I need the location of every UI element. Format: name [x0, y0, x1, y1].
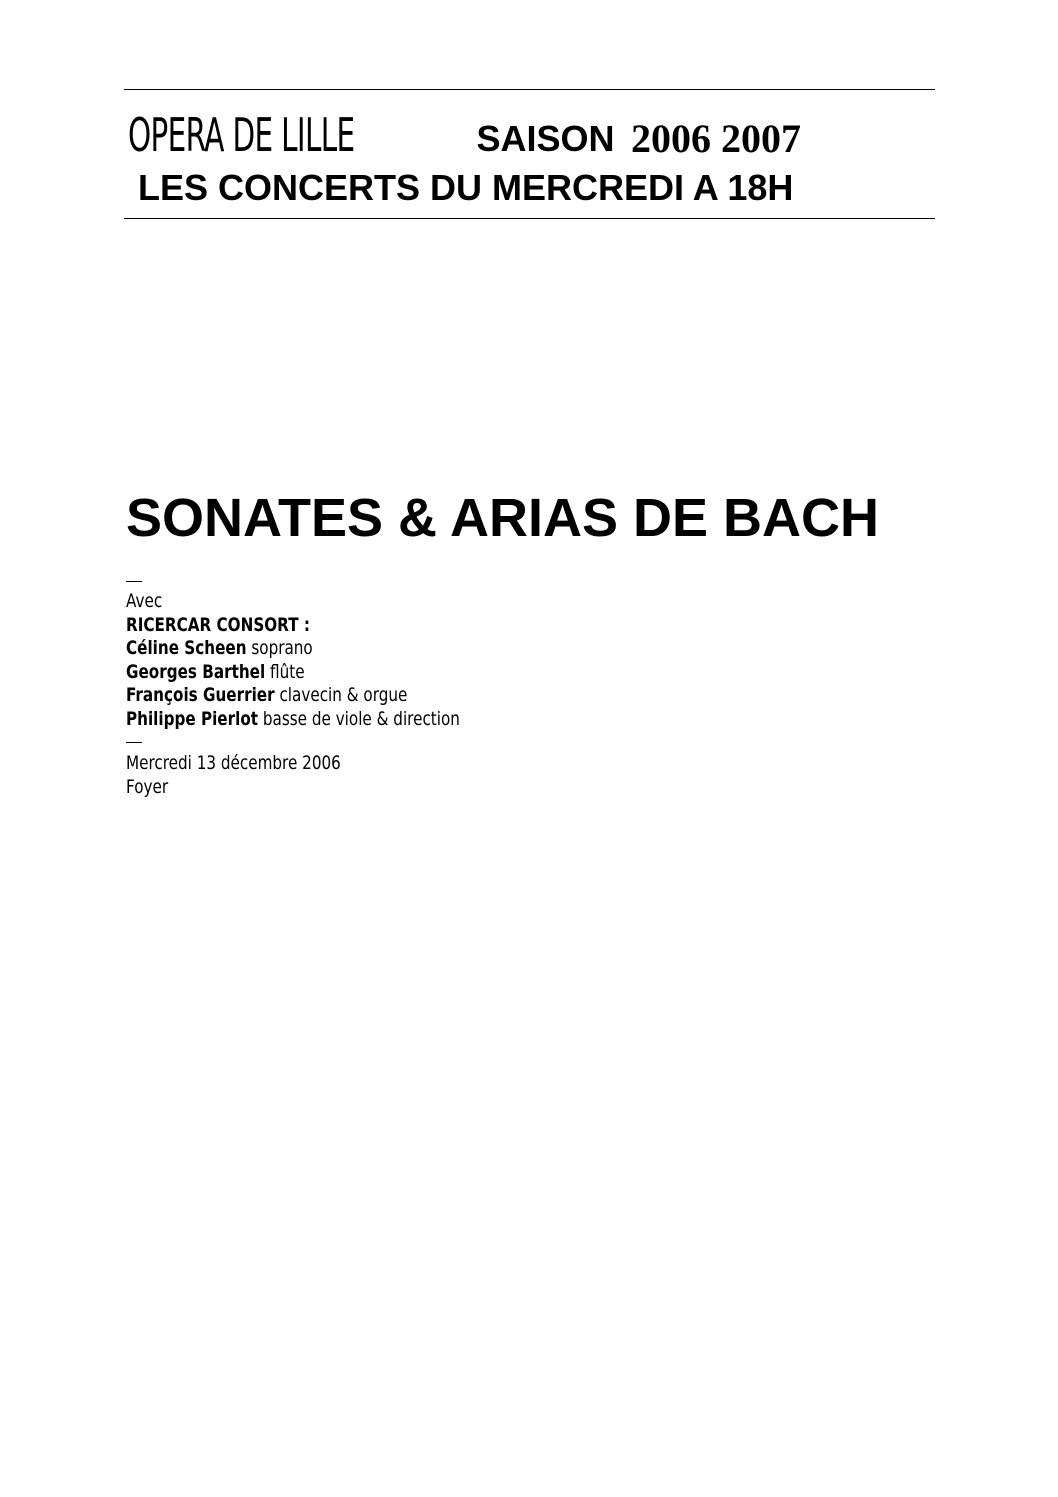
with-label: Avec — [126, 590, 163, 612]
header-title — [128, 106, 935, 164]
event-location: Foyer — [126, 775, 169, 798]
event-date: Mercredi 13 décembre 2006 — [126, 752, 341, 774]
performer-line — [126, 637, 460, 661]
performer-role: clavecin & orgue — [279, 684, 408, 706]
performer-name: Céline Scheen — [126, 637, 247, 659]
performer-line — [126, 708, 460, 732]
separator-dash — [126, 742, 142, 743]
performers-block — [126, 590, 543, 731]
concert-title: SONATES & ARIAS DE BACH — [126, 488, 880, 548]
header-bottom-rule — [124, 218, 935, 219]
performer-role: flûte — [270, 660, 305, 683]
header-top-rule — [124, 89, 935, 90]
performer-name: François Guerrier — [126, 684, 275, 706]
performer-line — [126, 684, 460, 708]
event-details — [126, 752, 395, 799]
performer-line — [126, 661, 460, 685]
performer-role: soprano — [251, 637, 313, 659]
season-label: SAISON — [476, 118, 615, 159]
venue-name: OPERA DE LILLE — [128, 108, 355, 162]
separator-dash — [126, 581, 142, 582]
performer-name: Georges Barthel — [126, 660, 266, 683]
performer-name: Philippe Pierlot — [126, 707, 259, 730]
performer-role: basse de viole & direction — [262, 707, 460, 730]
ensemble-name: RICERCAR CONSORT : — [126, 613, 310, 636]
season-years: 2006 2007 — [630, 116, 801, 161]
series-title: LES CONCERTS DU MERCREDI A 18H — [138, 167, 794, 208]
